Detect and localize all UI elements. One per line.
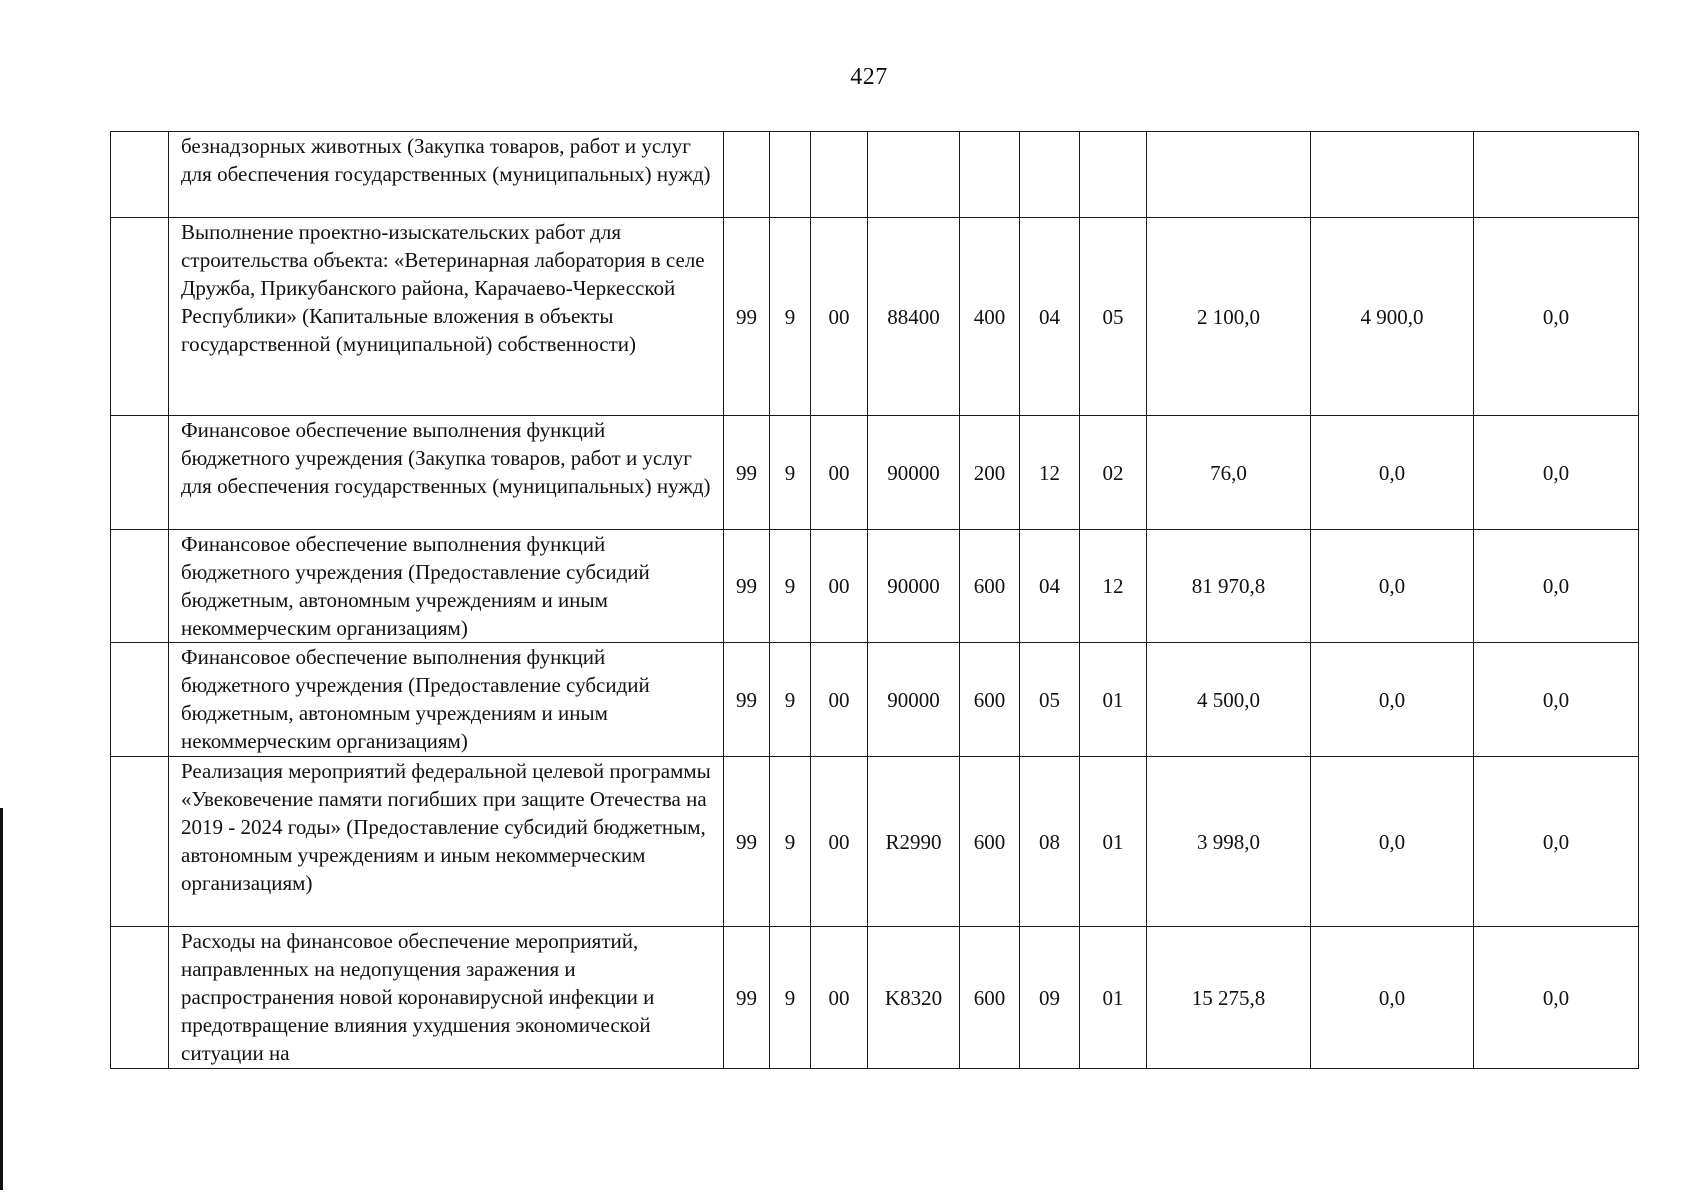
description-cell: Реализация мероприятий федеральной целевой программы «Увековечение памяти погибших при защите Отечества на 2019 - 2024 годы» (Предоставление субсидий бюджетным, автономным учреждениям и иным некоммерческим организациям) — [169, 757, 724, 927]
subsection-cell: 05 — [1080, 218, 1147, 416]
section-cell: 09 — [1020, 927, 1080, 1069]
program-code-cell: 99 — [724, 218, 770, 416]
expense-type-cell: 400 — [960, 218, 1020, 416]
budget-table — [110, 131, 1639, 1069]
expense-type-cell: 600 — [960, 643, 1020, 757]
table-row — [111, 757, 1639, 927]
amount-cell: 2 100,0 — [1147, 218, 1311, 416]
amount-cell: 0,0 — [1311, 416, 1474, 530]
main-event-code-cell: 00 — [811, 927, 868, 1069]
amount-cell — [1311, 132, 1474, 218]
amount-cell: 3 998,0 — [1147, 757, 1311, 927]
subsection-cell: 01 — [1080, 927, 1147, 1069]
subprogram-code-cell — [770, 132, 811, 218]
amount-cell: 4 500,0 — [1147, 643, 1311, 757]
program-code-cell: 99 — [724, 530, 770, 643]
description-cell: Финансовое обеспечение выполнения функций бюджетного учреждения (Закупка товаров, работ и услуг для обеспечения государственных (муниципальных) нужд) — [169, 416, 724, 530]
section-cell: 05 — [1020, 643, 1080, 757]
section-cell: 04 — [1020, 218, 1080, 416]
amount-cell: 0,0 — [1474, 218, 1639, 416]
description-cell: Финансовое обеспечение выполнения функций бюджетного учреждения (Предоставление субсидий бюджетным, автономным учреждениям и иным некоммерческим организациям) — [169, 530, 724, 643]
amount-cell: 0,0 — [1311, 757, 1474, 927]
description-cell: Выполнение проектно-изыскательских работ для строительства объекта: «Ветеринарная лаборатория в селе Дружба, Прикубанского района, Карачаево-Черкесской Республики» (Капитальные вложения в объекты государственной (муниципальной) собственности) — [169, 218, 724, 416]
expense-type-cell — [960, 132, 1020, 218]
direction-code-cell: 88400 — [868, 218, 960, 416]
direction-code-cell: 90000 — [868, 643, 960, 757]
row-number-cell — [111, 530, 169, 643]
main-event-code-cell — [811, 132, 868, 218]
row-number-cell — [111, 757, 169, 927]
main-event-code-cell: 00 — [811, 530, 868, 643]
table-row — [111, 530, 1639, 643]
program-code-cell: 99 — [724, 416, 770, 530]
subsection-cell: 01 — [1080, 757, 1147, 927]
description-cell: Расходы на финансовое обеспечение мероприятий, направленных на недопущения заражения и распространения новой коронавирусной инфекции и предотвращение влияния ухудшения экономической ситуации на — [169, 927, 724, 1069]
section-cell: 04 — [1020, 530, 1080, 643]
section-cell: 08 — [1020, 757, 1080, 927]
page-number: 427 — [850, 64, 888, 90]
subprogram-code-cell: 9 — [770, 643, 811, 757]
row-number-cell — [111, 643, 169, 757]
subsection-cell: 02 — [1080, 416, 1147, 530]
amount-cell — [1474, 132, 1639, 218]
amount-cell: 0,0 — [1474, 927, 1639, 1069]
subprogram-code-cell: 9 — [770, 530, 811, 643]
amount-cell: 15 275,8 — [1147, 927, 1311, 1069]
direction-code-cell: 90000 — [868, 416, 960, 530]
amount-cell: 0,0 — [1311, 927, 1474, 1069]
direction-code-cell: 90000 — [868, 530, 960, 643]
row-number-cell — [111, 218, 169, 416]
table-row — [111, 416, 1639, 530]
subsection-cell — [1080, 132, 1147, 218]
amount-cell: 0,0 — [1311, 530, 1474, 643]
subsection-cell: 12 — [1080, 530, 1147, 643]
direction-code-cell: K8320 — [868, 927, 960, 1069]
amount-cell: 0,0 — [1474, 757, 1639, 927]
subsection-cell: 01 — [1080, 643, 1147, 757]
section-cell: 12 — [1020, 416, 1080, 530]
main-event-code-cell: 00 — [811, 218, 868, 416]
table-row — [111, 643, 1639, 757]
description-cell: Финансовое обеспечение выполнения функций бюджетного учреждения (Предоставление субсидий бюджетным, автономным учреждениям и иным некоммерческим организациям) — [169, 643, 724, 757]
amount-cell: 0,0 — [1474, 416, 1639, 530]
table-row — [111, 927, 1639, 1069]
subprogram-code-cell: 9 — [770, 218, 811, 416]
program-code-cell: 99 — [724, 927, 770, 1069]
program-code-cell: 99 — [724, 643, 770, 757]
subprogram-code-cell: 9 — [770, 757, 811, 927]
table-row — [111, 132, 1639, 218]
section-cell — [1020, 132, 1080, 218]
program-code-cell — [724, 132, 770, 218]
amount-cell — [1147, 132, 1311, 218]
subprogram-code-cell: 9 — [770, 927, 811, 1069]
row-number-cell — [111, 132, 169, 218]
amount-cell: 0,0 — [1474, 643, 1639, 757]
program-code-cell: 99 — [724, 757, 770, 927]
row-number-cell — [111, 927, 169, 1069]
table-row — [111, 218, 1639, 416]
description-cell: безнадзорных животных (Закупка товаров, работ и услуг для обеспечения государственных (муниципальных) нужд) — [169, 132, 724, 218]
expense-type-cell: 200 — [960, 416, 1020, 530]
expense-type-cell: 600 — [960, 530, 1020, 643]
main-event-code-cell: 00 — [811, 757, 868, 927]
expense-type-cell: 600 — [960, 927, 1020, 1069]
direction-code-cell — [868, 132, 960, 218]
expense-type-cell: 600 — [960, 757, 1020, 927]
row-number-cell — [111, 416, 169, 530]
scan-edge-line — [0, 808, 3, 1190]
main-event-code-cell: 00 — [811, 416, 868, 530]
subprogram-code-cell: 9 — [770, 416, 811, 530]
amount-cell: 0,0 — [1474, 530, 1639, 643]
main-event-code-cell: 00 — [811, 643, 868, 757]
amount-cell: 4 900,0 — [1311, 218, 1474, 416]
direction-code-cell: R2990 — [868, 757, 960, 927]
amount-cell: 81 970,8 — [1147, 530, 1311, 643]
amount-cell: 0,0 — [1311, 643, 1474, 757]
amount-cell: 76,0 — [1147, 416, 1311, 530]
